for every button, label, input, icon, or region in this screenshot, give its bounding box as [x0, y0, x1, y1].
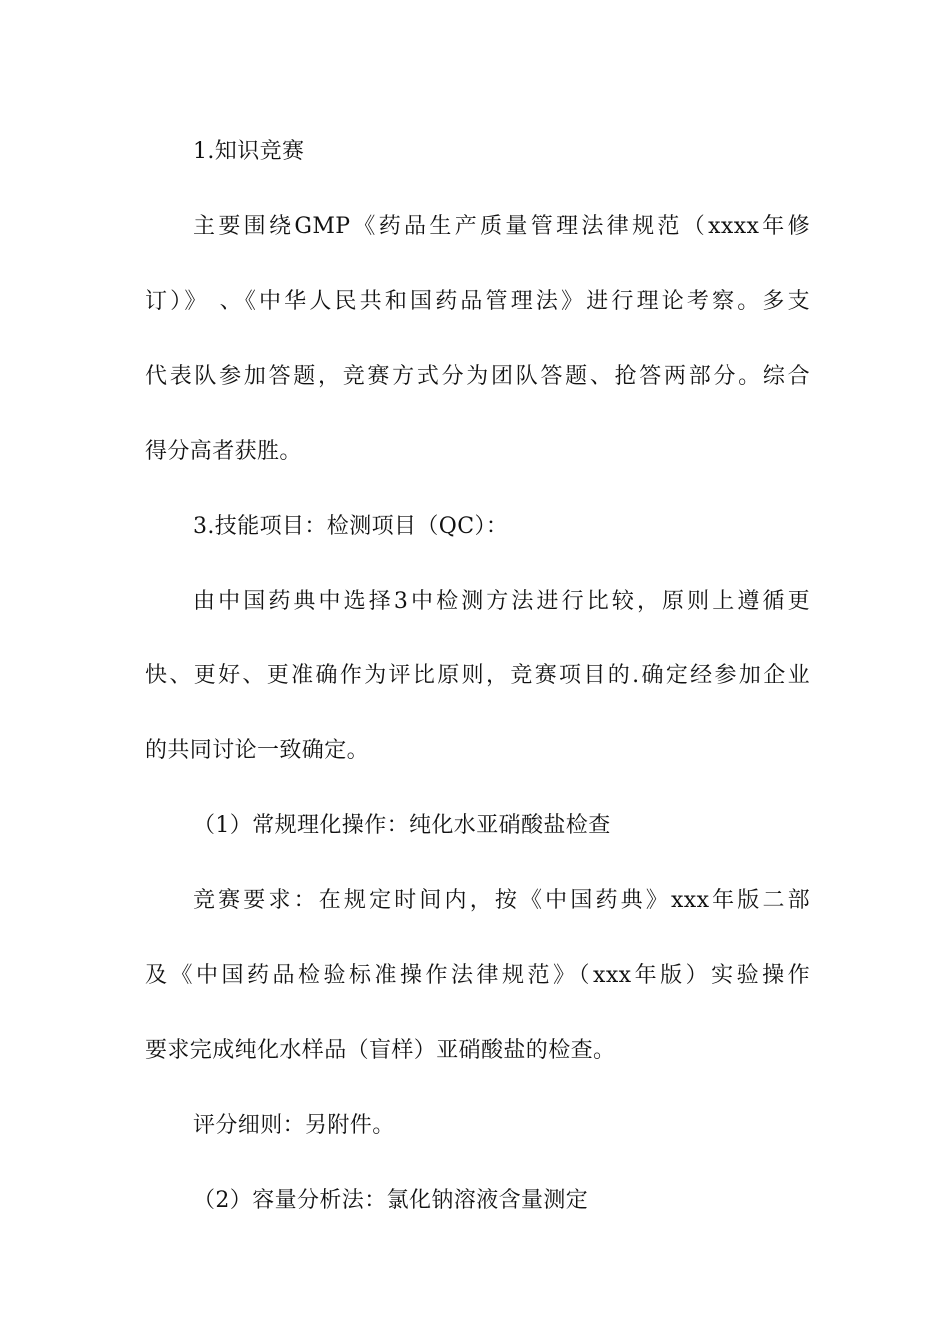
- scoring-rules-line: 评分细则：另附件。: [193, 1113, 395, 1138]
- paragraph-line: 快、更好、更准确作为评比原则，竞赛项目的.确定经参加企业: [145, 663, 810, 688]
- paragraph-line: 主要围绕GMP《药品生产质量管理法律规范（xxxx年修: [193, 214, 810, 239]
- subsection-heading-volumetric-analysis: （2）容量分析法：氯化钠溶液含量测定: [193, 1188, 589, 1213]
- paragraph-line: 代表队参加答题，竞赛方式分为团队答题、抢答两部分。综合: [145, 364, 810, 389]
- paragraph-line: 要求完成纯化水样品（盲样）亚硝酸盐的检查。: [145, 1038, 616, 1063]
- paragraph-line: 由中国药典中选择3中检测方法进行比较，原则上遵循更: [193, 589, 810, 614]
- paragraph-line: 及《中国药品检验标准操作法律规范》（xxx年版）实验操作: [145, 963, 810, 988]
- paragraph-line: 订）》 、《中华人民共和国药品管理法》进行理论考察。多支: [145, 289, 810, 314]
- paragraph-line: 的共同讨论一致确定。: [145, 738, 370, 763]
- paragraph-line: 得分高者获胜。: [145, 439, 302, 464]
- paragraph-line: 竞赛要求：在规定时间内，按《中国药典》xxx年版二部: [193, 888, 810, 913]
- subsection-heading-routine-operation: （1）常规理化操作：纯化水亚硝酸盐检查: [193, 813, 611, 838]
- section-heading-skill-project: 3.技能项目：检测项目（QC）：: [193, 514, 509, 539]
- section-heading-knowledge-contest: 1.知识竞赛: [193, 139, 305, 164]
